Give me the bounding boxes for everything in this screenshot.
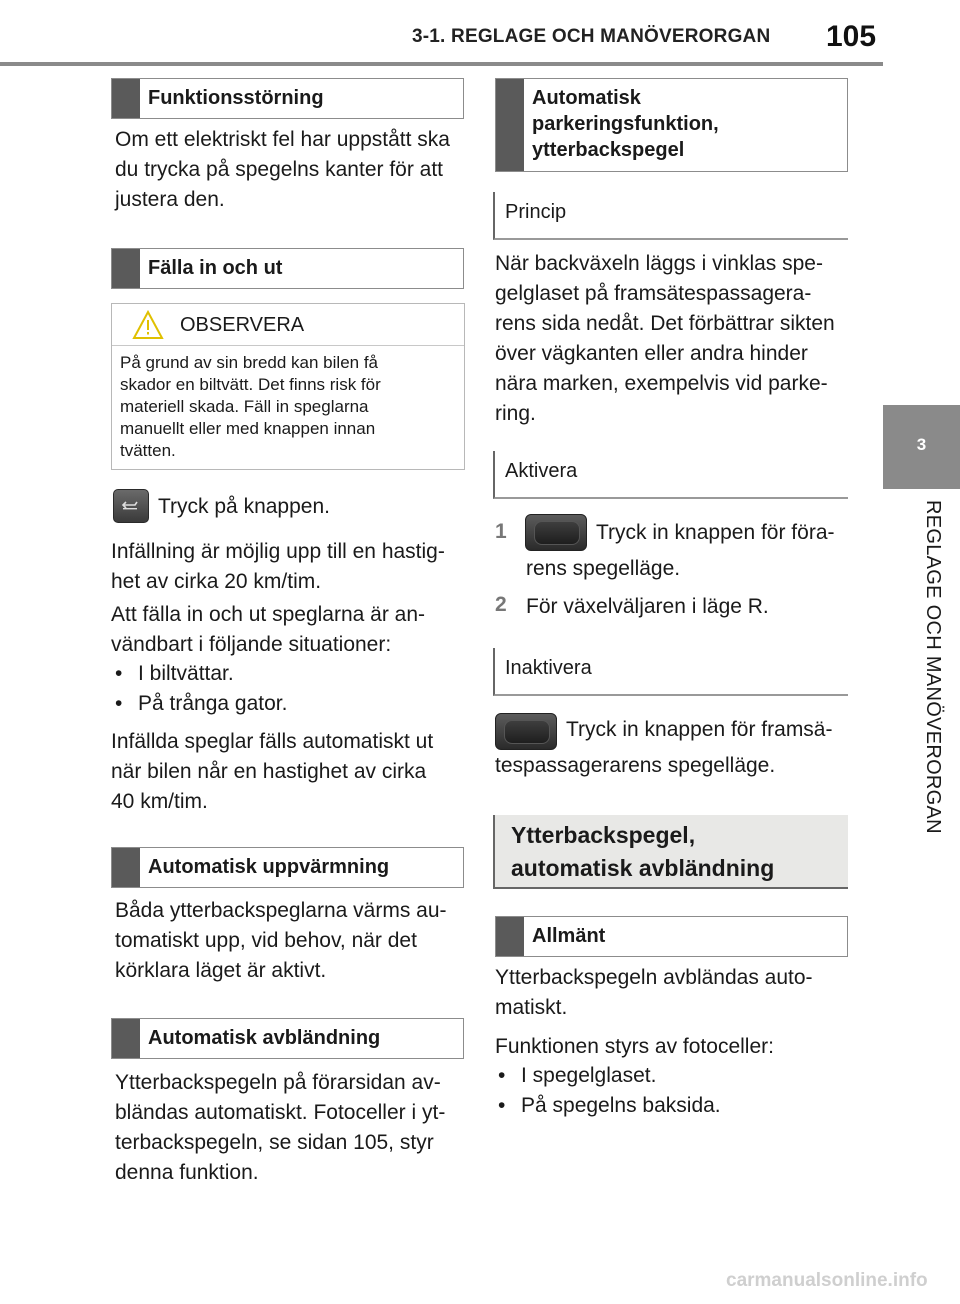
paragraph-infallning — [111, 537, 466, 597]
subheading-princip — [493, 192, 848, 240]
text-line: Att fälla in och ut speglarna är an- — [111, 603, 426, 626]
text-line: materiell skada. Fäll in speglarna — [120, 397, 369, 416]
text-line: vändbart i följande situationer: — [111, 633, 392, 656]
bullet-text: På trånga gator. — [138, 692, 288, 715]
text-line: Ytterbackspegeln på förarsidan av- — [115, 1071, 441, 1094]
page-number: 105 — [826, 20, 877, 53]
text-line: het av cirka 20 km/tim. — [111, 570, 322, 593]
heading-text — [532, 85, 839, 163]
header-divider — [0, 62, 883, 66]
heading-bar — [112, 249, 140, 288]
text-line: 40 km/tim. — [111, 790, 208, 813]
subheading-aktivera — [493, 451, 848, 499]
paragraph-avblandning — [115, 1068, 470, 1188]
text-line: över vägkanten eller andra hinder — [495, 342, 808, 365]
text-line: tvätten. — [120, 441, 176, 460]
text-line: justera den. — [115, 188, 225, 211]
paragraph-funktionen: Funktionen styrs av fotoceller: — [495, 1035, 774, 1058]
inaktivera-line2: tespassagerarens spegelläge. — [495, 754, 776, 777]
bullet-text: På spegelns baksida. — [521, 1094, 721, 1117]
warning-note-title: OBSERVERA — [180, 314, 305, 336]
mirror-fold-button-icon — [113, 489, 149, 523]
subheading-text: Princip — [505, 201, 567, 223]
text-line: denna funktion. — [115, 1161, 259, 1184]
chapter-number: 3 — [916, 435, 927, 454]
text-line: På grund av sin bredd kan bilen få — [120, 353, 379, 372]
heading-text: Fälla in och ut — [148, 257, 283, 279]
warning-note-text — [120, 352, 456, 462]
text-line: manuellt eller med knappen innan — [120, 419, 376, 438]
text-line: du trycka på spegelns kanter för att — [115, 158, 444, 181]
paragraph-uppvarmning — [115, 896, 470, 986]
warning-note — [111, 303, 465, 470]
text-line: skador en biltvätt. Det finns risk för — [120, 375, 381, 394]
text-line: tomatiskt upp, vid behov, när det — [115, 929, 417, 952]
heading-automatisk-avblandning — [111, 1018, 464, 1059]
bullet-item: • — [498, 1094, 506, 1117]
heading-text: Allmänt — [532, 925, 606, 947]
mirror-fold-icon — [114, 490, 148, 522]
heading-bar — [496, 79, 524, 171]
step2-text: För växelväljaren i läge R. — [526, 595, 769, 618]
passenger-mirror-button-icon — [495, 713, 557, 750]
heading-ytterbackspegel-avblandning — [493, 815, 848, 889]
text-line: Infällning är möjlig upp till en hastig- — [111, 540, 445, 563]
warning-triangle-icon — [132, 310, 164, 340]
chapter-tab — [883, 405, 960, 489]
text-line: Om ett elektriskt fel har uppstått ska — [115, 128, 450, 151]
passenger-mirror-button-icon — [525, 514, 587, 551]
text-line: Båda ytterbackspeglarna värms au- — [115, 899, 447, 922]
text-line: Ytterbackspegel, — [511, 822, 696, 848]
heading-text: Automatisk uppvärmning — [148, 856, 390, 878]
text-line: körklara läget är aktivt. — [115, 959, 327, 982]
heading-text: Automatisk avbländning — [148, 1027, 381, 1049]
text-line: när bilen når en hastighet av cirka — [111, 760, 427, 783]
paragraph-att-falla — [111, 600, 466, 660]
subheading-inaktivera — [493, 648, 848, 696]
paragraph-infallda — [111, 727, 466, 817]
heading-falla-in-och-ut — [111, 248, 464, 289]
heading-text — [511, 819, 774, 885]
bullet-item: • — [498, 1064, 506, 1087]
text-line: rens sida nedåt. Det förbättrar sikten — [495, 312, 835, 335]
paragraph-allmant — [495, 963, 850, 1023]
heading-bar — [112, 1019, 140, 1058]
section-title: 3-1. REGLAGE OCH MANÖVERORGAN — [412, 26, 771, 47]
bullet-item: • — [115, 692, 123, 715]
bullet-text: I spegelglaset. — [521, 1064, 657, 1087]
text-line: nära marken, exempelvis vid parke- — [495, 372, 828, 395]
text-line: parkeringsfunktion, — [532, 113, 719, 135]
warning-note-header — [112, 304, 464, 346]
text-line: Automatisk — [532, 87, 641, 109]
heading-funktionsstorning — [111, 78, 464, 119]
heading-bar — [112, 79, 140, 118]
text-line: gelglaset på framsätespassagera- — [495, 282, 812, 305]
text-line: ytterbackspegel — [532, 139, 685, 161]
bullet-item: • — [115, 662, 123, 685]
step-number: 2 — [495, 593, 507, 616]
heading-text: Funktionsstörning — [148, 87, 324, 109]
bullet-text: I biltvättar. — [138, 662, 234, 685]
text-line: matiskt. — [495, 996, 568, 1019]
heading-bar — [496, 917, 524, 956]
tryck-pa-knappen: Tryck på knappen. — [158, 495, 330, 518]
subheading-text: Aktivera — [505, 460, 578, 482]
heading-allmant — [495, 916, 848, 957]
watermark: carmanualsonline.info — [726, 1270, 928, 1291]
heading-automatisk-uppvarmning — [111, 847, 464, 888]
step-number: 1 — [495, 520, 507, 543]
heading-bar — [112, 848, 140, 887]
paragraph-princip — [495, 249, 850, 429]
text-line: Ytterbackspegeln avbländas auto- — [495, 966, 813, 989]
text-line: ring. — [495, 402, 536, 425]
text-line: Infällda speglar fälls automatiskt ut — [111, 730, 434, 753]
step1-line1: Tryck in knappen för föra- — [596, 521, 835, 544]
text-line: När backväxeln läggs i vinklas spe- — [495, 252, 823, 275]
text-line: automatisk avbländning — [511, 855, 775, 881]
text-line: bländas automatiskt. Fotoceller i yt- — [115, 1101, 446, 1124]
step1-line2: rens spegelläge. — [526, 557, 681, 580]
inaktivera-line1: Tryck in knappen för framsä- — [566, 718, 833, 741]
heading-parkeringsfunktion — [495, 78, 848, 172]
chapter-side-label: REGLAGE OCH MANÖVERORGAN — [922, 500, 944, 834]
paragraph-funktionsstorning — [115, 125, 465, 215]
text-line: terbackspegeln, se sidan 105, styr — [115, 1131, 434, 1154]
subheading-text: Inaktivera — [505, 657, 592, 679]
